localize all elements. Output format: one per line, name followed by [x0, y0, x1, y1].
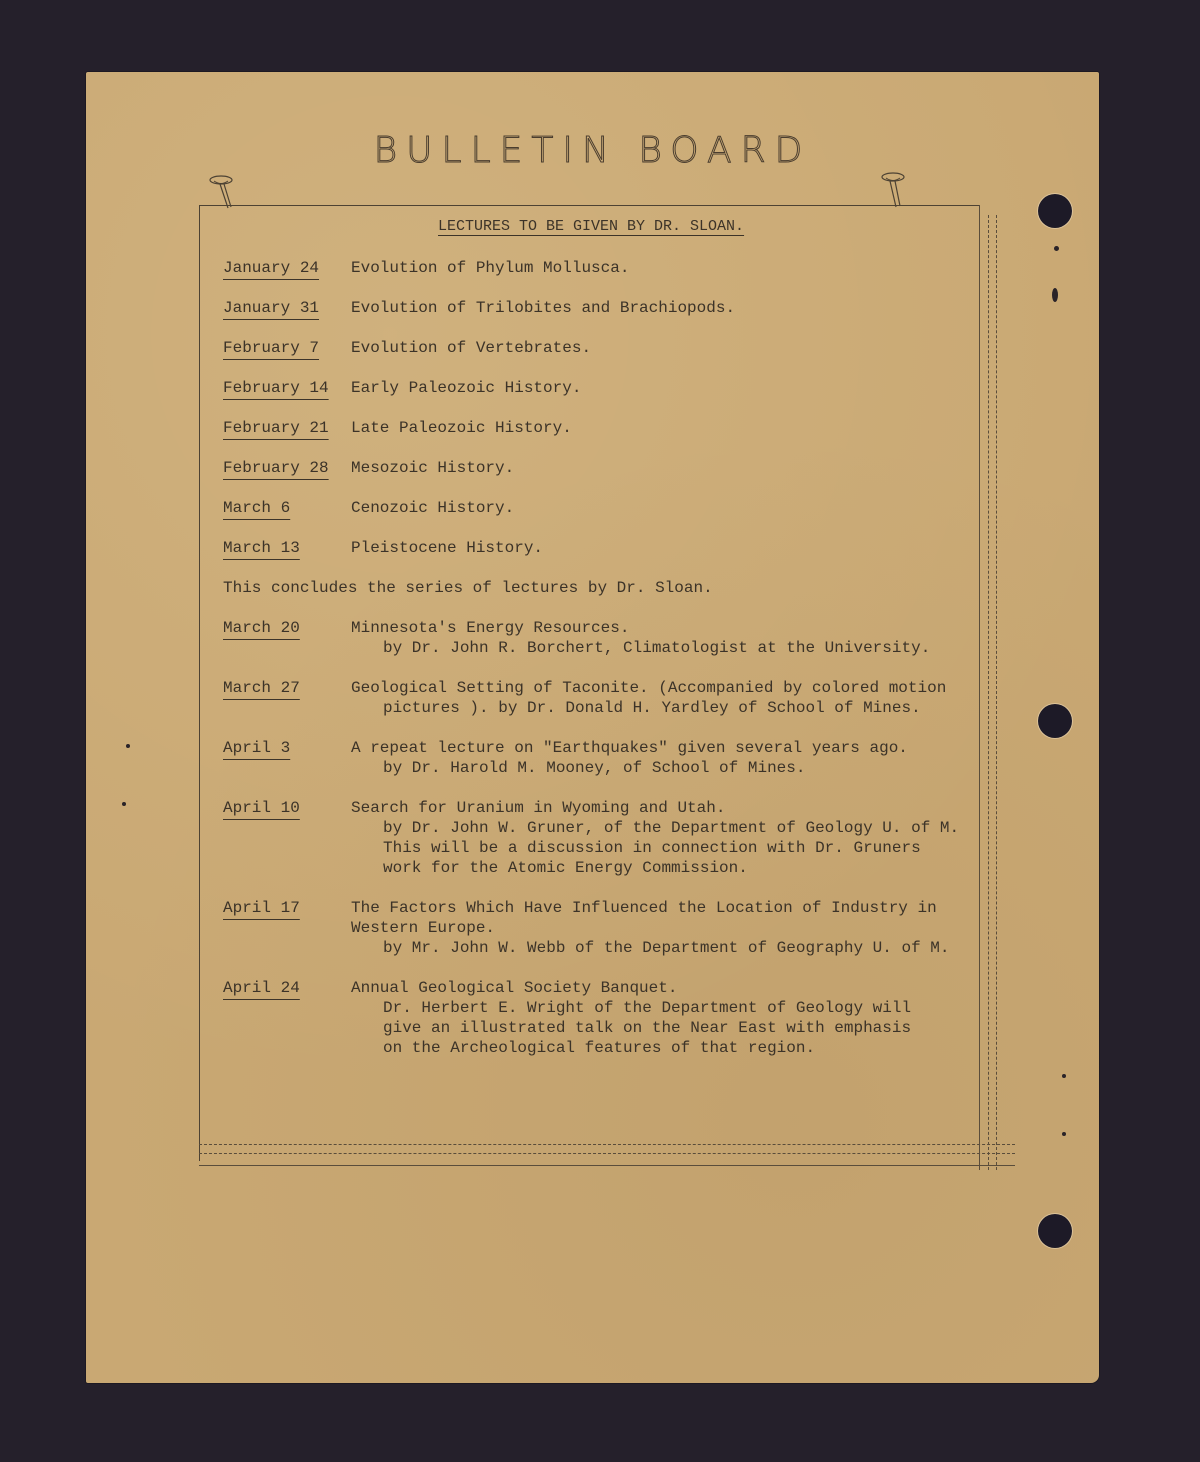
paper-speck — [1062, 1132, 1066, 1136]
lecture-note: This will be a discussion in connection with Dr. Gruners — [383, 839, 921, 857]
lecture-topic-continued: Western Europe. — [351, 919, 496, 937]
lecture-details — [351, 978, 983, 1058]
series-conclusion-note: This concludes the series of lectures by Dr. Sloan. — [223, 579, 713, 597]
lecture-date: February 7 — [223, 339, 320, 357]
lecture-topic: Late Paleozoic History. — [351, 419, 572, 437]
lecture-row — [223, 898, 983, 958]
lecture-row — [223, 458, 983, 478]
lecture-date: April 24 — [223, 979, 300, 997]
lecture-speaker: Dr. Herbert E. Wright of the Department of Geology will — [383, 999, 912, 1017]
punch-hole-top — [1038, 194, 1072, 228]
paper-speck — [122, 802, 126, 806]
lecture-row — [223, 378, 983, 398]
lecture-details — [351, 798, 983, 878]
lecture-topic: Early Paleozoic History. — [351, 379, 582, 397]
lecture-topic: The Factors Which Have Influenced the Location of Industry in — [351, 899, 937, 917]
lecture-schedule — [223, 258, 983, 1078]
lecture-date: March 27 — [223, 679, 300, 697]
lecture-row — [223, 418, 983, 438]
lecture-topic: Evolution of Vertebrates. — [351, 339, 592, 357]
lecture-date: February 28 — [223, 459, 329, 477]
lecture-row — [223, 738, 983, 778]
lecture-speaker: pictures ). by Dr. Donald H. Yardley of School of Mines. — [383, 699, 921, 717]
board-frame-bottom-edge — [199, 1144, 1015, 1166]
lecture-note: give an illustrated talk on the Near East with emphasis — [383, 1019, 912, 1037]
lecture-topic: Search for Uranium in Wyoming and Utah. — [351, 799, 726, 817]
lecture-series-heading: LECTURES TO BE GIVEN BY DR. SLOAN. — [438, 218, 745, 235]
lecture-row — [223, 338, 983, 358]
lecture-speaker: by Mr. John W. Webb of the Department of Geography U. of M. — [383, 939, 950, 957]
lecture-speaker: by Dr. John W. Gruner, of the Department of Geology U. of M. — [383, 819, 960, 837]
lecture-date: January 24 — [223, 259, 320, 277]
nail-icon — [880, 169, 910, 209]
lecture-row — [223, 258, 983, 278]
lecture-row — [223, 538, 983, 558]
lecture-topic: Geological Setting of Taconite. (Accompanied by colored motion — [351, 679, 947, 697]
lecture-row — [223, 978, 983, 1058]
lecture-date: April 3 — [223, 739, 291, 757]
bulletin-paper — [86, 72, 1099, 1383]
lecture-topic: Annual Geological Society Banquet. — [351, 979, 678, 997]
lecture-date: April 17 — [223, 899, 300, 917]
lecture-date: February 14 — [223, 379, 329, 397]
lecture-topic: Pleistocene History. — [351, 539, 544, 557]
lecture-row — [223, 498, 983, 518]
lecture-speaker: by Dr. John R. Borchert, Climatologist at the University. — [383, 639, 931, 657]
lecture-details — [351, 678, 983, 718]
lecture-date: February 21 — [223, 419, 329, 437]
lecture-topic: Minnesota's Energy Resources. — [351, 619, 630, 637]
paper-speck — [1062, 1074, 1066, 1078]
lecture-note: work for the Atomic Energy Commission. — [383, 859, 748, 877]
lecture-date: March 20 — [223, 619, 300, 637]
punch-hole-bottom — [1038, 1214, 1072, 1248]
page-title: BULLETIN BOARD — [373, 130, 812, 171]
paper-speck — [1054, 246, 1059, 251]
lecture-speaker: by Dr. Harold M. Mooney, of School of Mines. — [383, 759, 806, 777]
paper-speck — [1052, 288, 1058, 302]
lecture-date: April 10 — [223, 799, 300, 817]
lecture-date: March 13 — [223, 539, 300, 557]
lecture-row — [223, 618, 983, 658]
lecture-topic: Mesozoic History. — [351, 459, 515, 477]
lecture-row — [223, 298, 983, 318]
lecture-date: January 31 — [223, 299, 320, 317]
lecture-topic: Evolution of Phylum Mollusca. — [351, 259, 630, 277]
lecture-details — [351, 898, 983, 958]
lecture-row — [223, 678, 983, 718]
punch-hole-middle — [1038, 704, 1072, 738]
board-frame-right-edge — [979, 205, 1010, 1170]
lecture-topic: Cenozoic History. — [351, 499, 515, 517]
lecture-details — [351, 618, 983, 658]
paper-speck — [126, 744, 130, 748]
lecture-topic: Evolution of Trilobites and Brachiopods. — [351, 299, 736, 317]
lecture-topic: A repeat lecture on "Earthquakes" given several years ago. — [351, 739, 908, 757]
lecture-row — [223, 798, 983, 878]
lecture-note: on the Archeological features of that region. — [383, 1039, 816, 1057]
lecture-date: March 6 — [223, 499, 291, 517]
nail-icon — [208, 172, 238, 212]
lecture-details — [351, 738, 983, 778]
